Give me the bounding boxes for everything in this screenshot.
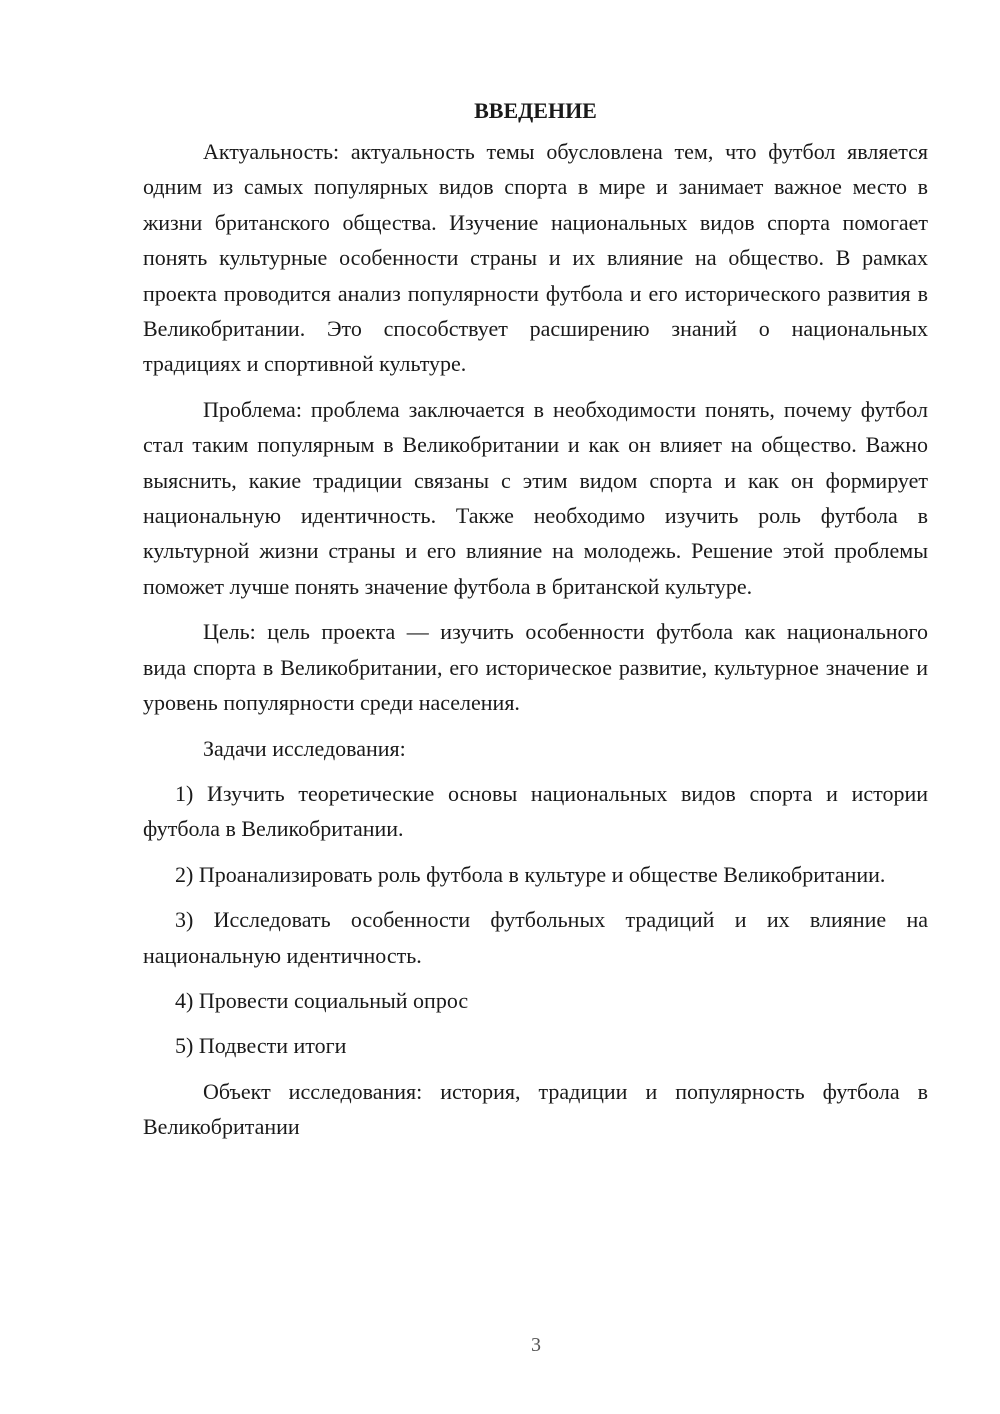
task-item-2: 2) Проанализировать роль футбола в культуре и обществе Великобритании. bbox=[175, 861, 886, 887]
page-number: 3 bbox=[531, 1334, 541, 1356]
page-content bbox=[143, 96, 928, 1155]
paragraph-goal: Цель: цель проекта — изучить особенности футбола как национального вида спорта в Великобритании, его историческое развитие, культурное значение и уровень популярности среди населения. bbox=[143, 619, 928, 716]
paragraph-relevance: Актуальность: актуальность темы обусловлена тем, что футбол является одним из самых популярных видов спорта в мире и занимает важное место в жизни британского общества. Изучение национальных видов спорта помогает понять культурные особенности страны и их влияние на общество. В рамках проекта проводится анализ популярности футбола и его исторического развития в Великобритании. Это способствует расширению знаний о национальных традициях и спортивной культуре. bbox=[143, 139, 928, 377]
task-item-4: 4) Провести социальный опрос bbox=[175, 987, 469, 1013]
paragraph-object: Объект исследования: история, традиции и популярность футбола в Великобритании bbox=[143, 1078, 928, 1140]
section-title: ВВЕДЕНИЕ bbox=[474, 98, 597, 123]
task-item-3: 3) Исследовать особенности футбольных традиций и их влияние на национальную идентичность. bbox=[143, 907, 928, 968]
task-item-5: 5) Подвести итоги bbox=[175, 1033, 347, 1059]
task-item-1: 1) Изучить теоретические основы национальных видов спорта и истории футбола в Великобритании. bbox=[143, 780, 928, 842]
tasks-heading: Задачи исследования: bbox=[203, 735, 406, 761]
paragraph-problem: Проблема: проблема заключается в необходимости понять, почему футбол стал таким популярным в Великобритании и как он влияет на общество. Важно выяснить, какие традиции связаны с этим видом спорта и как он формирует национальную идентичность. Также необходимо изучить роль футбола в культурной жизни страны и его влияние на молодежь. Решение этой проблемы поможет лучше понять значение футбола в британской культуре. bbox=[143, 396, 928, 599]
